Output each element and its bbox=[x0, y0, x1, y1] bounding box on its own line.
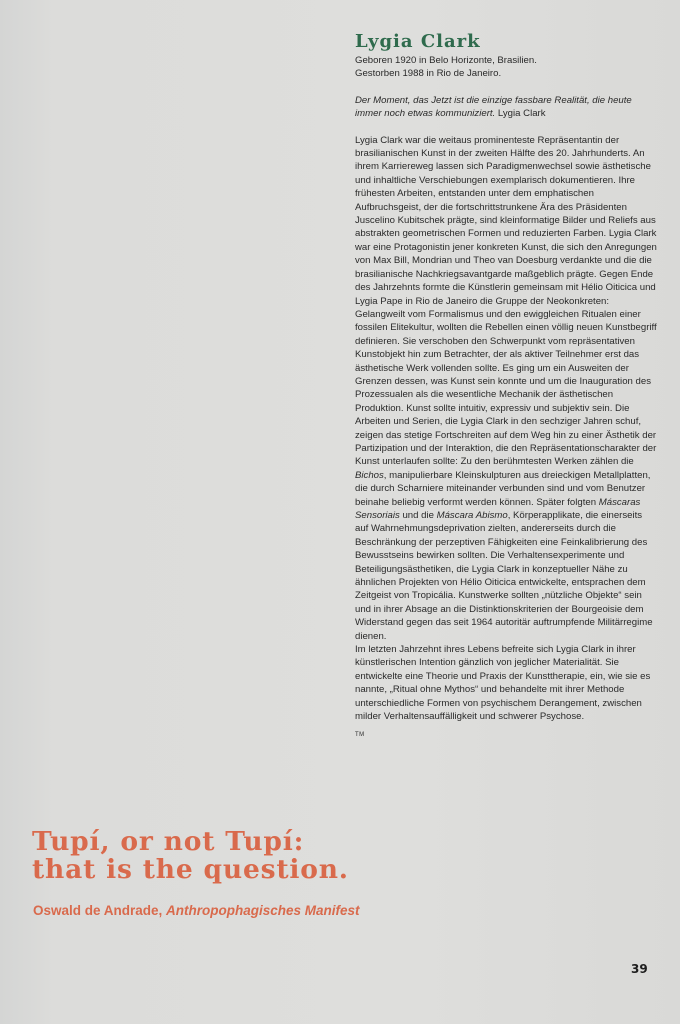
quote-author: Lygia Clark bbox=[497, 108, 546, 120]
artist-died: Gestorben 1988 in Rio de Janeiro. bbox=[355, 68, 502, 80]
body-text-1d: , Körperapplikate, die einerseits auf Wahrnehmungsdeprivation zielten, andererseits durch die Beschränkung der perzeptiven Fähigkeiten eine Feinkalibrierung des Bewusstseins bewirken sollten. Die Verhaltensexperimente und Beteiligungsästhetiken, die Lygia Clark in konzeptueller Nähe zu ähnlichen Projekten von Hélio Oiticica entwickelte, entsprachen dem Zeitgeist von Tropicália. Kunstwerke sollten „nützliche Objekte“ sein und in ihrer Absage an die Distinktionskriterien der Bourgeoisie dem Widerstand gegen das seit 1964 autoritär auftrumpfende Militärregime dienen. bbox=[355, 510, 653, 642]
source-author: Oswald de Andrade, bbox=[33, 903, 167, 918]
source-title: Anthropophagisches Manifest bbox=[166, 903, 360, 918]
work-title-mascara-abismo: Máscara Abismo bbox=[436, 510, 508, 521]
article-column bbox=[355, 32, 657, 742]
body-paragraph-1 bbox=[355, 134, 657, 643]
artist-name: Lygia Clark bbox=[355, 31, 481, 52]
artist-quote bbox=[355, 94, 657, 121]
headline-line-2: that is the question. bbox=[32, 854, 349, 885]
page-number: 39 bbox=[631, 962, 648, 976]
headline-source bbox=[33, 903, 360, 918]
headline-quote bbox=[32, 828, 652, 884]
body-text-1b: , manipulierbare Kleinskulpturen aus dreieckigen Metallplatten, die durch Scharniere miteinander verbunden sind und vom Benutzer beinahe beliebig verformt werden können. Später folgten bbox=[355, 469, 651, 508]
author-signature: TM bbox=[355, 731, 365, 738]
body-paragraph-2: Im letzten Jahrzehnt ihres Lebens befreite sich Lygia Clark in ihrer künstlerischen Intention gänzlich von jeglicher Materialität. Sie entwickelte eine Theorie und Praxis der Kunsttherapie, ein, wie sie es nannte, „Ritual ohne Mythos“ und behandelte mit ihrer Methode unterschiedliche Formen von psychischem Derangement, zwischen milder Verhaltensauffälligkeit und schwerer Psychose. bbox=[355, 644, 651, 723]
body-text-1a: Lygia Clark war die weitaus prominenteste Repräsentantin der brasilianischen Kunst in der zweiten Hälfte des 20. Jahrhunderts. An ihrem Karriereweg lassen sich Paradigmenwechsel sowie ästhetische und inhaltliche Verschiebungen exemplarisch dokumentieren. Ihre frühesten Arbeiten, entstanden unter dem emphatischen Aufbruchsgeist, der die fortschrittstrunkene Ära des Präsidenten Juscelino Kubitschek prägte, sind kleinformatige Bilder und Reliefs aus abstrakten geometrischen Formen und reduzierten Farben. Lygia Clark war eine Protagonistin jener konkreten Kunst, die sich den Anregungen von Max Bill, Mondrian und Theo van Doesburg verdankte und die die brasilianische Nachkriegsavantgarde maßgeblich prägte. Gegen Ende des Jahrzehnts formte die Künstlerin gemeinsam mit Hélio Oiticica und Lygia Pape in Rio de Janeiro die Gruppe der Neokonkreten: Gelangweilt vom Formalismus und den ewiggleichen Ritualen einer fossilen Elitekultur, wollten die Rebellen einen völlig neuen Kunstbegriff definieren. Sie verschoben den Schwerpunkt vom repräsentativen Kunstobjekt hin zum Betrachter, der als aktiver Teilnehmer erst das ästhetische Werk vollenden sollte. Es ging um ein Ausweiten der Grenzen dessen, was Kunst sein konnte und um die Inauguration des Prozessualen als die wesentliche Mechanik der ästhetischen Produktion. Kunst sollte intuitiv, expressiv und subjektiv sein. Die Arbeiten und Serien, die Lygia Clark in den sechziger Jahren schuf, zeigen das stetige Fortschreiten auf dem Weg hin zu einer Ästhetik der Partizipation und der Interaktion, die den Repräsentationscharakter der Kunst unterlaufen sollte: Zu den berühmtesten Werken zählen die bbox=[355, 134, 657, 468]
artist-bio bbox=[355, 54, 657, 81]
work-title-bichos: Bichos bbox=[355, 469, 384, 481]
quote-text: Der Moment, das Jetzt ist die einzige fassbare Realität, die heute immer noch etwas kommuniziert. bbox=[355, 94, 632, 120]
headline-line-1: Tupí, or not Tupí: bbox=[32, 826, 305, 857]
artist-born: Geboren 1920 in Belo Horizonte, Brasilien. bbox=[355, 55, 537, 66]
article-body bbox=[355, 134, 657, 742]
work-title-mascaras-sensoriais: Máscaras Sensoriais bbox=[355, 496, 641, 521]
body-text-1c: und die bbox=[399, 510, 437, 521]
